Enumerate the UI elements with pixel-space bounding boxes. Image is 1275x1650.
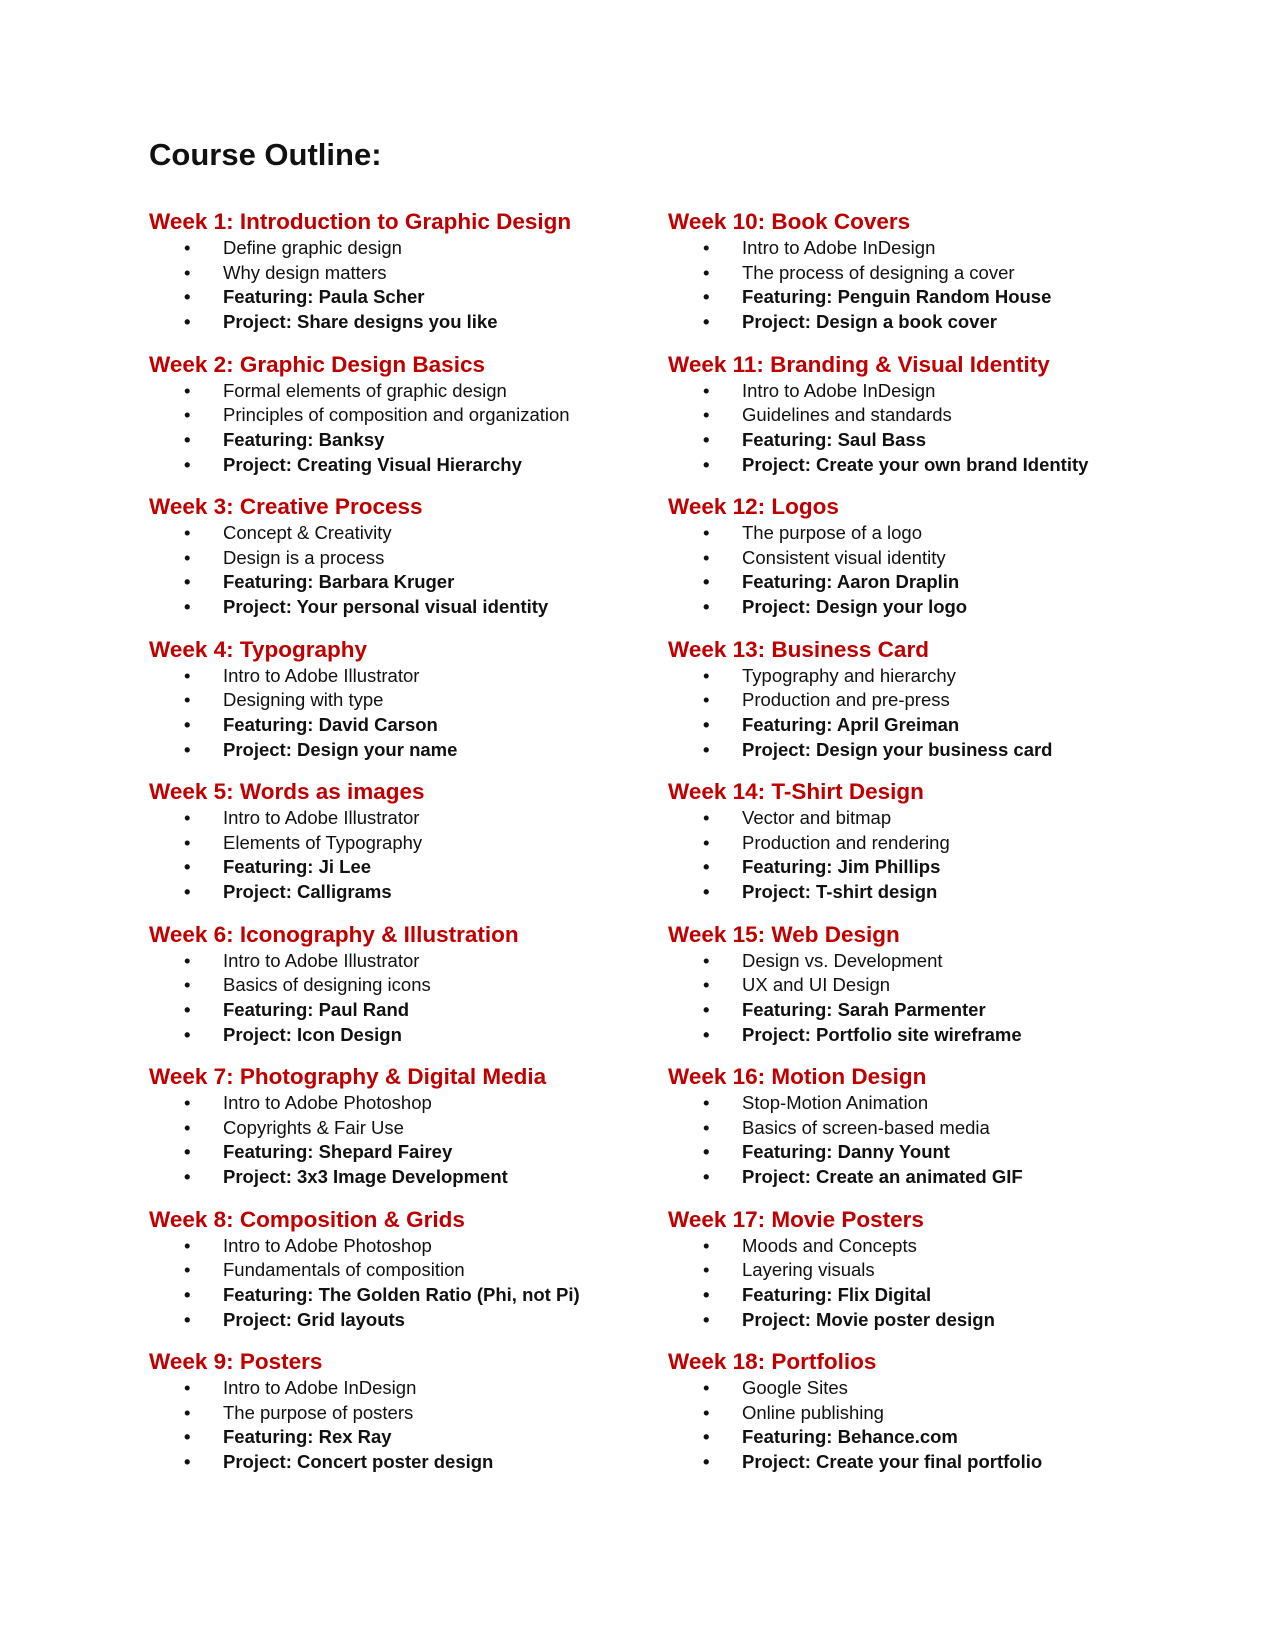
- bullet-icon: •: [703, 1377, 710, 1398]
- topic-item: [668, 1258, 1188, 1283]
- bullet-icon: •: [184, 1308, 191, 1330]
- bullet-icon: •: [184, 807, 191, 828]
- topic-item: [668, 236, 1188, 261]
- bullet-icon: •: [703, 949, 710, 971]
- topic-item: [668, 261, 1188, 286]
- week-items: [149, 1234, 669, 1333]
- bullet-icon: •: [703, 1426, 710, 1448]
- week-section: [149, 921, 669, 1064]
- item-text: Featuring: Danny Yount: [742, 1141, 950, 1163]
- week-items: [668, 949, 1188, 1048]
- item-text: Fundamentals of composition: [223, 1259, 465, 1281]
- topic-item: [668, 973, 1188, 998]
- bullet-icon: •: [184, 1166, 191, 1188]
- featuring-item: [149, 713, 669, 738]
- topic-item: [668, 1401, 1188, 1426]
- week-title: Week 12: Logos: [668, 494, 839, 519]
- week-items: [149, 664, 669, 763]
- project-item: [668, 310, 1188, 335]
- item-text: Production and pre-press: [742, 689, 950, 711]
- item-text: The purpose of a logo: [742, 522, 922, 543]
- project-item: [668, 1023, 1188, 1048]
- item-text: Principles of composition and organization: [223, 404, 570, 426]
- week-title: Week 3: Creative Process: [149, 494, 423, 519]
- featuring-item: [149, 1283, 669, 1308]
- bullet-icon: •: [184, 1023, 191, 1045]
- item-text: Formal elements of graphic design: [223, 379, 507, 401]
- bullet-icon: •: [184, 453, 191, 475]
- week-title: Week 15: Web Design: [668, 921, 900, 947]
- week-items: [668, 1091, 1188, 1190]
- topic-item: [149, 379, 669, 404]
- bullet-icon: •: [703, 379, 710, 401]
- item-text: Online publishing: [742, 1401, 884, 1423]
- bullet-icon: •: [184, 286, 191, 308]
- bullet-icon: •: [703, 1401, 710, 1423]
- week-title: Week 14: T-Shirt Design: [668, 779, 924, 804]
- project-item: [668, 1165, 1188, 1190]
- bullet-icon: •: [184, 404, 191, 426]
- topic-item: [149, 664, 669, 689]
- bullet-icon: •: [184, 949, 191, 971]
- item-text: Project: Design your name: [223, 738, 458, 760]
- item-text: Intro to Adobe Illustrator: [223, 664, 420, 686]
- week-items: [668, 1376, 1188, 1475]
- item-text: Project: Design a book cover: [742, 311, 997, 333]
- project-item: [668, 453, 1188, 478]
- featuring-item: [668, 285, 1188, 310]
- item-text: Elements of Typography: [223, 831, 423, 853]
- featuring-item: [668, 713, 1188, 738]
- week-title: Week 9: Posters: [149, 1349, 323, 1374]
- topic-item: [668, 1091, 1188, 1116]
- item-text: UX and UI Design: [742, 974, 891, 996]
- item-text: Project: Concert poster design: [223, 1451, 494, 1473]
- item-text: Basics of designing icons: [223, 974, 431, 996]
- item-text: Intro to Adobe Photoshop: [223, 1234, 432, 1256]
- bullet-icon: •: [703, 428, 710, 450]
- bullet-icon: •: [184, 596, 191, 618]
- featuring-item: [668, 1425, 1188, 1450]
- bullet-icon: •: [184, 713, 191, 735]
- topic-item: [668, 521, 1188, 546]
- page-title: Course Outline:: [149, 137, 382, 172]
- bullet-icon: •: [184, 1259, 191, 1281]
- bullet-icon: •: [703, 1141, 710, 1163]
- item-text: Project: Movie poster design: [742, 1308, 995, 1330]
- featuring-item: [149, 570, 669, 595]
- bullet-icon: •: [703, 237, 710, 258]
- topic-item: [149, 1258, 669, 1283]
- bullet-icon: •: [184, 664, 191, 686]
- bullet-icon: •: [703, 689, 710, 711]
- bullet-icon: •: [184, 311, 191, 333]
- bullet-icon: •: [703, 1023, 710, 1045]
- week-section: [668, 921, 1188, 1064]
- item-text: The purpose of posters: [223, 1401, 414, 1423]
- week-title: Week 13: Business Card: [668, 636, 929, 662]
- item-text: Project: T-shirt design: [742, 881, 938, 903]
- item-text: Featuring: The Golden Ratio (Phi, not Pi): [223, 1283, 580, 1305]
- featuring-item: [668, 570, 1188, 595]
- item-text: Featuring: Barbara Kruger: [223, 571, 455, 593]
- week-title: Week 1: Introduction to Graphic Design: [149, 209, 572, 234]
- topic-item: [149, 1091, 669, 1116]
- bullet-icon: •: [184, 689, 191, 711]
- bullet-icon: •: [184, 379, 191, 401]
- week-section: [149, 1063, 669, 1206]
- item-text: Project: Grid layouts: [223, 1308, 405, 1330]
- bullet-icon: •: [184, 856, 191, 878]
- item-text: Project: Your personal visual identity: [223, 596, 549, 618]
- week-section: [149, 351, 669, 494]
- bullet-icon: •: [184, 1401, 191, 1423]
- item-text: Project: 3x3 Image Development: [223, 1166, 508, 1188]
- topic-item: [149, 521, 669, 546]
- bullet-icon: •: [703, 1234, 710, 1256]
- bullet-icon: •: [184, 1116, 191, 1138]
- item-text: Intro to Adobe InDesign: [742, 379, 936, 401]
- topic-item: [668, 1116, 1188, 1141]
- featuring-item: [149, 855, 669, 880]
- featuring-item: [668, 855, 1188, 880]
- item-text: Intro to Adobe Photoshop: [223, 1092, 432, 1113]
- week-title: Week 6: Iconography & Illustration: [149, 921, 519, 947]
- item-text: Copyrights & Fair Use: [223, 1116, 404, 1138]
- bullet-icon: •: [184, 1426, 191, 1448]
- topic-item: [149, 831, 669, 856]
- item-text: Intro to Adobe Illustrator: [223, 807, 420, 828]
- bullet-icon: •: [184, 998, 191, 1020]
- project-item: [149, 1450, 669, 1475]
- project-item: [668, 880, 1188, 905]
- topic-item: [149, 261, 669, 286]
- week-items: [668, 521, 1188, 620]
- item-text: Featuring: David Carson: [223, 713, 438, 735]
- project-item: [668, 595, 1188, 620]
- item-text: Featuring: April Greiman: [742, 713, 960, 735]
- bullet-icon: •: [184, 1283, 191, 1305]
- featuring-item: [149, 285, 669, 310]
- item-text: Project: Create an animated GIF: [742, 1166, 1023, 1188]
- item-text: Featuring: Sarah Parmenter: [742, 998, 986, 1020]
- bullet-icon: •: [184, 261, 191, 283]
- week-section: [668, 1063, 1188, 1206]
- week-section: [668, 1348, 1188, 1491]
- topic-item: [149, 806, 669, 831]
- week-items: [668, 664, 1188, 763]
- topic-item: [149, 973, 669, 998]
- item-text: Typography and hierarchy: [742, 664, 956, 686]
- project-item: [149, 880, 669, 905]
- item-text: Concept & Creativity: [223, 522, 392, 543]
- week-title: Week 10: Book Covers: [668, 209, 911, 234]
- bullet-icon: •: [184, 522, 191, 543]
- week-title: Week 11: Branding & Visual Identity: [668, 351, 1050, 377]
- topic-item: [668, 806, 1188, 831]
- item-text: Stop-Motion Animation: [742, 1092, 929, 1113]
- topic-item: [149, 688, 669, 713]
- bullet-icon: •: [703, 404, 710, 426]
- item-text: Intro to Adobe Illustrator: [223, 949, 420, 971]
- week-title: Week 8: Composition & Grids: [149, 1206, 465, 1232]
- bullet-icon: •: [703, 546, 710, 568]
- week-section: [668, 778, 1188, 921]
- week-section: [149, 493, 669, 636]
- bullet-icon: •: [184, 738, 191, 760]
- left-column: [149, 208, 669, 1491]
- week-title: Week 4: Typography: [149, 636, 367, 662]
- week-items: [149, 1091, 669, 1190]
- bullet-icon: •: [703, 1259, 710, 1281]
- topic-item: [668, 379, 1188, 404]
- item-text: Consistent visual identity: [742, 546, 946, 568]
- topic-item: [668, 403, 1188, 428]
- week-items: [149, 379, 669, 478]
- bullet-icon: •: [703, 713, 710, 735]
- item-text: Project: Share designs you like: [223, 311, 498, 333]
- featuring-item: [668, 998, 1188, 1023]
- topic-item: [149, 1116, 669, 1141]
- item-text: Project: Create your own brand Identity: [742, 453, 1089, 475]
- bullet-icon: •: [184, 428, 191, 450]
- project-item: [668, 1308, 1188, 1333]
- item-text: Project: Design your business card: [742, 738, 1053, 760]
- bullet-icon: •: [703, 856, 710, 878]
- item-text: Featuring: Behance.com: [742, 1426, 958, 1448]
- featuring-item: [149, 1140, 669, 1165]
- bullet-icon: •: [703, 311, 710, 333]
- item-text: Define graphic design: [223, 237, 402, 258]
- bullet-icon: •: [703, 1166, 710, 1188]
- week-section: [149, 1206, 669, 1349]
- week-section: [149, 778, 669, 921]
- item-text: Project: Creating Visual Hierarchy: [223, 453, 522, 475]
- topic-item: [668, 688, 1188, 713]
- week-items: [149, 521, 669, 620]
- item-text: Guidelines and standards: [742, 404, 952, 426]
- week-section: [668, 1206, 1188, 1349]
- bullet-icon: •: [184, 831, 191, 853]
- bullet-icon: •: [184, 1141, 191, 1163]
- topic-item: [668, 831, 1188, 856]
- bullet-icon: •: [703, 1308, 710, 1330]
- week-section: [149, 636, 669, 779]
- item-text: Featuring: Rex Ray: [223, 1426, 392, 1448]
- bullet-icon: •: [703, 286, 710, 308]
- topic-item: [668, 1376, 1188, 1401]
- week-title: Week 18: Portfolios: [668, 1349, 877, 1374]
- item-text: The process of designing a cover: [742, 261, 1015, 283]
- item-text: Production and rendering: [742, 831, 950, 853]
- bullet-icon: •: [184, 546, 191, 568]
- topic-item: [149, 1376, 669, 1401]
- bullet-icon: •: [184, 1092, 191, 1113]
- item-text: Featuring: Shepard Fairey: [223, 1141, 453, 1163]
- topic-item: [149, 236, 669, 261]
- week-title: Week 5: Words as images: [149, 779, 425, 804]
- topic-item: [149, 1401, 669, 1426]
- bullet-icon: •: [703, 807, 710, 828]
- week-section: [668, 351, 1188, 494]
- bullet-icon: •: [184, 1377, 191, 1398]
- topic-item: [668, 664, 1188, 689]
- project-item: [149, 1308, 669, 1333]
- bullet-icon: •: [703, 1092, 710, 1113]
- featuring-item: [149, 998, 669, 1023]
- item-text: Layering visuals: [742, 1259, 875, 1281]
- item-text: Project: Design your logo: [742, 596, 968, 618]
- item-text: Moods and Concepts: [742, 1234, 917, 1256]
- bullet-icon: •: [184, 1451, 191, 1473]
- item-text: Project: Calligrams: [223, 881, 392, 903]
- item-text: Featuring: Jim Phillips: [742, 856, 941, 878]
- project-item: [149, 595, 669, 620]
- featuring-item: [668, 1140, 1188, 1165]
- item-text: Featuring: Aaron Draplin: [742, 571, 960, 593]
- item-text: Designing with type: [223, 689, 384, 711]
- week-section: [668, 636, 1188, 779]
- bullet-icon: •: [703, 1451, 710, 1473]
- week-items: [149, 236, 669, 335]
- bullet-icon: •: [703, 881, 710, 903]
- week-items: [149, 949, 669, 1048]
- item-text: Google Sites: [742, 1377, 848, 1398]
- item-text: Project: Portfolio site wireframe: [742, 1023, 1022, 1045]
- bullet-icon: •: [703, 974, 710, 996]
- item-text: Featuring: Ji Lee: [223, 856, 372, 878]
- bullet-icon: •: [703, 998, 710, 1020]
- week-section: [668, 493, 1188, 636]
- week-section: [668, 208, 1188, 351]
- right-column: [668, 208, 1188, 1491]
- project-item: [668, 1450, 1188, 1475]
- item-text: Featuring: Paul Rand: [223, 998, 410, 1020]
- item-text: Intro to Adobe InDesign: [742, 237, 936, 258]
- item-text: Why design matters: [223, 261, 387, 283]
- bullet-icon: •: [703, 1283, 710, 1305]
- bullet-icon: •: [184, 237, 191, 258]
- bullet-icon: •: [703, 831, 710, 853]
- item-text: Featuring: Saul Bass: [742, 428, 927, 450]
- week-items: [668, 806, 1188, 905]
- featuring-item: [149, 428, 669, 453]
- item-text: Featuring: Banksy: [223, 428, 385, 450]
- featuring-item: [668, 428, 1188, 453]
- week-title: Week 7: Photography & Digital Media: [149, 1064, 547, 1089]
- bullet-icon: •: [184, 881, 191, 903]
- project-item: [149, 310, 669, 335]
- item-text: Intro to Adobe InDesign: [223, 1377, 417, 1398]
- bullet-icon: •: [184, 571, 191, 593]
- item-text: Project: Icon Design: [223, 1023, 402, 1045]
- item-text: Project: Create your final portfolio: [742, 1451, 1043, 1473]
- bullet-icon: •: [703, 1116, 710, 1138]
- week-items: [668, 236, 1188, 335]
- item-text: Design vs. Development: [742, 949, 943, 971]
- project-item: [149, 1023, 669, 1048]
- topic-item: [668, 546, 1188, 571]
- bullet-icon: •: [703, 596, 710, 618]
- item-text: Basics of screen-based media: [742, 1116, 990, 1138]
- week-title: Week 17: Movie Posters: [668, 1206, 924, 1232]
- week-items: [149, 1376, 669, 1475]
- week-items: [668, 379, 1188, 478]
- project-item: [668, 738, 1188, 763]
- featuring-item: [149, 1425, 669, 1450]
- week-section: [149, 208, 669, 351]
- topic-item: [149, 403, 669, 428]
- item-text: Vector and bitmap: [742, 807, 892, 828]
- item-text: Design is a process: [223, 546, 385, 568]
- project-item: [149, 738, 669, 763]
- topic-item: [149, 546, 669, 571]
- item-text: Featuring: Paula Scher: [223, 286, 425, 308]
- topic-item: [668, 1234, 1188, 1259]
- featuring-item: [668, 1283, 1188, 1308]
- bullet-icon: •: [703, 738, 710, 760]
- bullet-icon: •: [184, 974, 191, 996]
- bullet-icon: •: [703, 261, 710, 283]
- item-text: Featuring: Flix Digital: [742, 1283, 932, 1305]
- week-section: [149, 1348, 669, 1491]
- week-title: Week 2: Graphic Design Basics: [149, 351, 485, 377]
- bullet-icon: •: [703, 664, 710, 686]
- project-item: [149, 1165, 669, 1190]
- week-items: [668, 1234, 1188, 1333]
- topic-item: [149, 949, 669, 974]
- week-title: Week 16: Motion Design: [668, 1064, 927, 1089]
- topic-item: [668, 949, 1188, 974]
- bullet-icon: •: [703, 453, 710, 475]
- bullet-icon: •: [703, 571, 710, 593]
- week-items: [149, 806, 669, 905]
- bullet-icon: •: [184, 1234, 191, 1256]
- bullet-icon: •: [703, 522, 710, 543]
- project-item: [149, 453, 669, 478]
- item-text: Featuring: Penguin Random House: [742, 286, 1052, 308]
- topic-item: [149, 1234, 669, 1259]
